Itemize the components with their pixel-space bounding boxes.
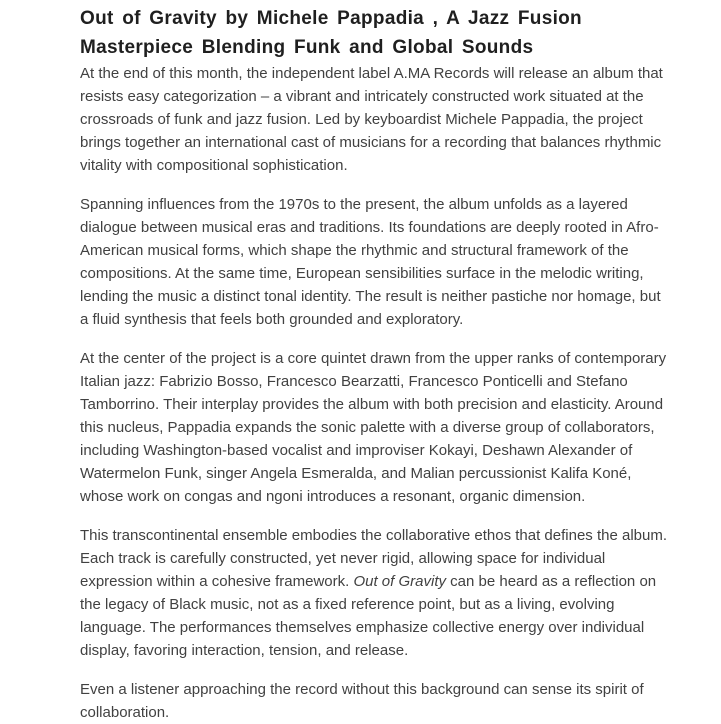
article-paragraph-1: At the end of this month, the independent label A.MA Records will release an album that resists easy categorization – a vibrant and intricately constructed work situated at the crossroads of funk and jazz fusion. Led by keyboardist Michele Pappadia, the project brings together an international cast of musicians for a recording that balances rhythmic vitality with compositional sophistication. bbox=[80, 65, 663, 174]
paragraph-4-text-before: This transcontinental ensemble embodies the collaborative ethos that defines the album. Each track is carefully constructed, yet never rigid, allowing space for individual expression within a cohesive framework. bbox=[80, 527, 668, 590]
paragraph-4-text-after: can be heard as a reflection on the legacy of Black music, not as a fixed reference point, but as a living, evolving language. The performances themselves emphasize collective energy over individual display, favoring interaction, tension, and release. bbox=[80, 573, 657, 659]
clipped-paragraph: Even a listener approaching the record without this background can sense its spirit of collaboration. bbox=[80, 681, 644, 721]
article-paragraph-2: Spanning influences from the 1970s to the present, the album unfolds as a layered dialogue between musical eras and traditions. Its foundations are deeply rooted in Afro-American musical forms, which shape the rhythmic and structural framework of the compositions. At the same time, European sensibilities surface in the melodic writing, lending the music a distinct tonal identity. The result is neither pastiche nor homage, but a fluid synthesis that feels both grounded and exploratory. bbox=[80, 196, 661, 328]
article-paragraph-4 bbox=[80, 524, 672, 662]
article-body bbox=[80, 0, 672, 724]
article-title: Out of Gravity by Michele Pappadia , A Jazz Fusion Masterpiece Blending Funk and Global Sounds bbox=[80, 8, 582, 58]
article-paragraph-3: At the center of the project is a core quintet drawn from the upper ranks of contemporary Italian jazz: Fabrizio Bosso, Francesco Bearzatti, Francesco Ponticelli and Stefano Tamborrino. Their interplay provides the album with both precision and elasticity. Around this nucleus, Pappadia expands the sonic palette with a diverse group of collaborators, including Washington-based vocalist and improviser Kokayi, Deshawn Alexander of Watermelon Funk, singer Angela Esmeralda, and Malian percussionist Kalifa Koné, whose work on congas and ngoni introduces a resonant, organic dimension. bbox=[80, 350, 667, 505]
album-title-italic-text: Out of Gravity bbox=[353, 573, 446, 590]
